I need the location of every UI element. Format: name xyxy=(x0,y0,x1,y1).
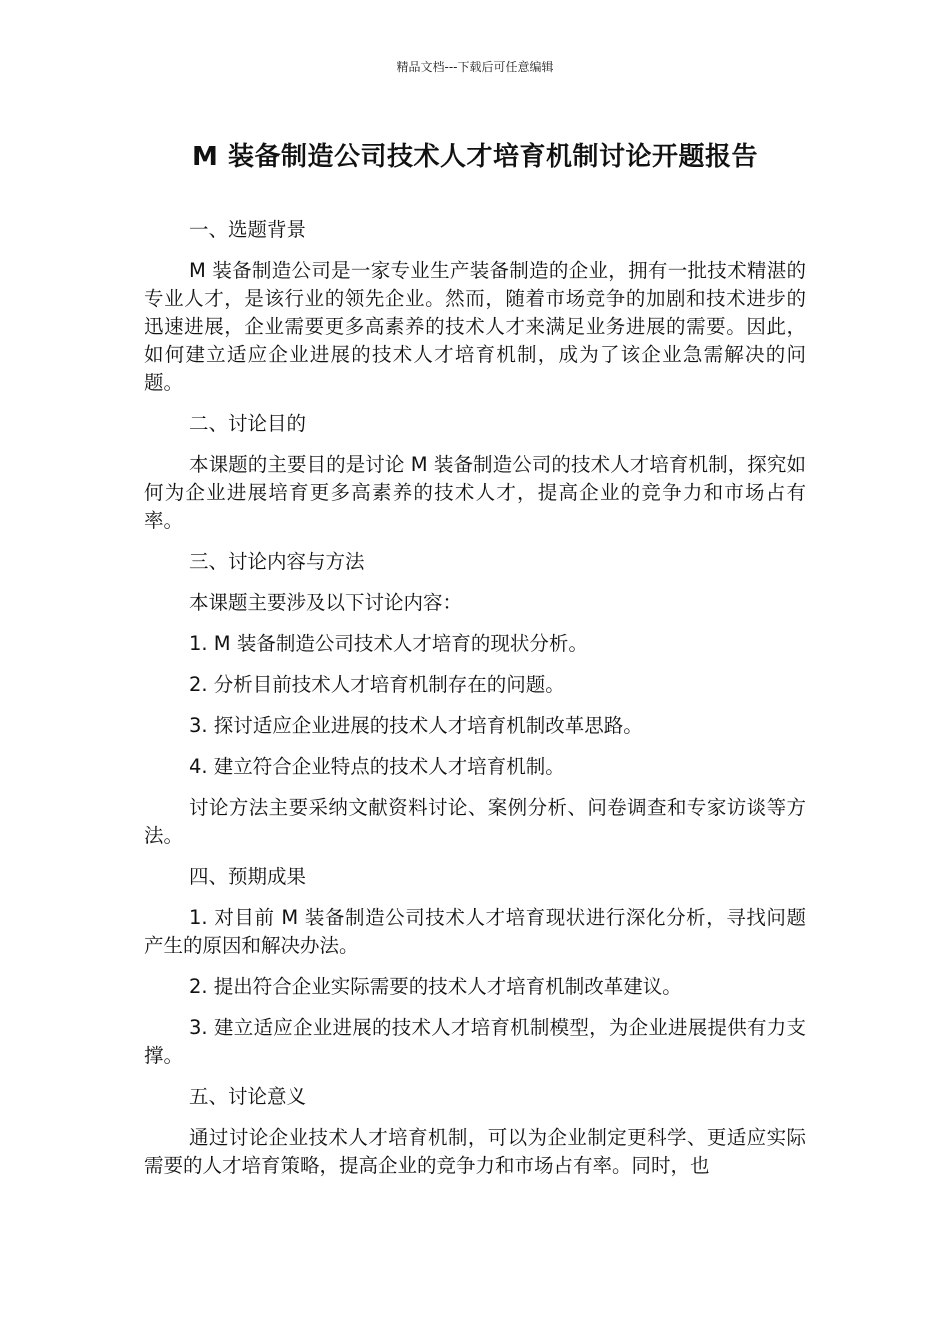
section-background xyxy=(144,216,806,397)
list-item: 1. M 装备制造公司技术人才培育的现状分析。 xyxy=(189,632,588,655)
list-item: 2. 提出符合企业实际需要的技术人才培育机制改革建议。 xyxy=(189,975,682,998)
section-heading: 四、预期成果 xyxy=(189,865,307,888)
section-heading: 三、讨论内容与方法 xyxy=(189,550,365,573)
section-purpose xyxy=(144,410,806,535)
paragraph: 通过讨论企业技术人才培育机制，可以为企业制定更科学、更适应实际需要的人才培育策略，提高企业的竞争力和市场占有率。同时，也 xyxy=(144,1126,806,1177)
section-expected-results xyxy=(144,863,806,1070)
list-item: 2. 分析目前技术人才培育机制存在的问题。 xyxy=(189,673,565,696)
list-item: 4. 建立符合企业特点的技术人才培育机制。 xyxy=(189,755,565,778)
section-heading: 五、讨论意义 xyxy=(189,1085,307,1108)
paragraph: M 装备制造公司是一家专业生产装备制造的企业，拥有一批技术精湛的专业人才，是该行业的领先企业。然而，随着市场竞争的加剧和技术进步的迅速进展，企业需要更多高素养的技术人才来满足业务进展的需要。因此，如何建立适应企业进展的技术人才培育机制，成为了该企业急需解决的问题。 xyxy=(144,259,806,394)
paragraph: 本课题主要涉及以下讨论内容： xyxy=(189,591,463,614)
section-content-method xyxy=(144,548,806,850)
paragraph: 讨论方法主要采纳文献资料讨论、案例分析、问卷调查和专家访谈等方法。 xyxy=(144,796,806,847)
list-item: 3. 建立适应企业进展的技术人才培育机制模型，为企业进展提供有力支撑。 xyxy=(144,1016,806,1067)
section-heading: 二、讨论目的 xyxy=(189,412,307,435)
page-header-note: 精品文档---下载后可任意编辑 xyxy=(396,60,554,74)
list-item: 3. 探讨适应企业进展的技术人才培育机制改革思路。 xyxy=(189,714,643,737)
section-significance xyxy=(144,1083,806,1180)
section-heading: 一、选题背景 xyxy=(189,218,307,241)
document-title: M 装备制造公司技术人才培育机制讨论开题报告 xyxy=(192,142,758,172)
paragraph: 本课题的主要目的是讨论 M 装备制造公司的技术人才培育机制，探究如何为企业进展培育更多高素养的技术人才，提高企业的竞争力和市场占有率。 xyxy=(144,453,806,532)
document-body xyxy=(144,216,806,1193)
list-item: 1. 对目前 M 装备制造公司技术人才培育现状进行深化分析，寻找问题产生的原因和解决办法。 xyxy=(144,906,806,957)
